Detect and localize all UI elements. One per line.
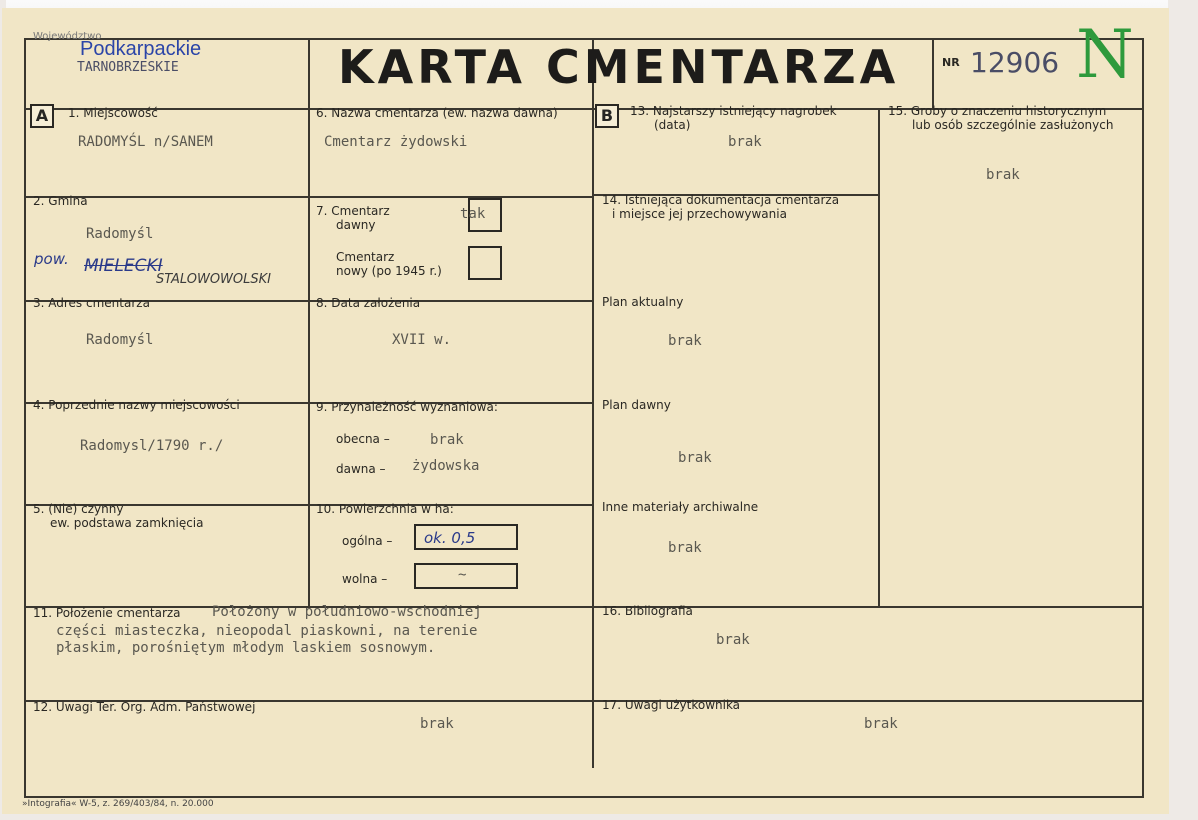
field-12-value: brak xyxy=(420,716,454,732)
field-16-label: 16. Bibliografia xyxy=(602,604,693,618)
grid-line xyxy=(592,40,594,768)
field-2-hand-prefix: pow. xyxy=(34,250,69,268)
field-15-label-1: 15. Groby o znaczeniu historycznym xyxy=(888,104,1107,118)
field-2-new-county: STALOWOWOLSKI xyxy=(156,272,271,287)
registry-mark: N xyxy=(1076,16,1134,93)
new-cemetery-checkbox[interactable] xyxy=(468,246,502,280)
region-stamp: Podkarpackie xyxy=(80,38,202,60)
grid-line xyxy=(26,196,592,198)
field-17-label: 17. Uwagi użytkownika xyxy=(602,698,741,712)
field-2-value: Radomyśl xyxy=(86,226,154,242)
field-2-struck-county: MIELECKI xyxy=(84,256,163,276)
free-area-value: ~ xyxy=(458,567,467,583)
field-15-label-2: lub osób szczególnie zasłużonych xyxy=(912,118,1114,132)
field-4-value: Radomysl/1790 r./ xyxy=(80,438,224,454)
field-13-label-1: 13. Najstarszy istniejący nagrobek xyxy=(630,104,837,118)
field-9-former-value: żydowska xyxy=(412,458,480,474)
grid-line xyxy=(26,606,1142,608)
field-5-label-1: 5. (Nie) czynny xyxy=(33,502,124,516)
field-11-line-1: Położony w południowo-wschodniej xyxy=(212,604,482,620)
field-7-new-label-1: Cmentarz xyxy=(336,250,395,264)
nr-value: 12906 xyxy=(970,46,1060,79)
field-8-label: 8. Data założenia xyxy=(316,296,421,310)
grid-line xyxy=(878,110,880,608)
field-11-label: 11. Położenie cmentarza xyxy=(33,606,181,620)
field-8-value: XVII w. xyxy=(392,332,452,348)
field-9-current-label: obecna – xyxy=(336,432,390,446)
field-2-label: 2. Gmina xyxy=(33,194,88,208)
field-13-value: brak xyxy=(728,134,762,150)
field-10-total-label: ogólna – xyxy=(342,534,393,548)
field-7-old-label-1: 7. Cmentarz xyxy=(316,204,390,218)
other-materials-label: Inne materiały archiwalne xyxy=(602,500,759,514)
grid-line xyxy=(308,40,310,608)
field-11-line-3: płaskim, porośniętym młodym laskiem sosnowym. xyxy=(56,640,436,656)
field-17-value: brak xyxy=(864,716,898,732)
field-13-label-2: (data) xyxy=(654,118,691,132)
voivodeship-value: TARNOBRZESKIE xyxy=(77,60,179,75)
plan-old-value: brak xyxy=(678,450,712,466)
section-b-badge: B xyxy=(595,104,619,128)
field-7-new-label-2: nowy (po 1945 r.) xyxy=(336,264,442,278)
field-14-label-1: 14. Istniejąca dokumentacja cmentarza xyxy=(602,193,840,207)
field-11-line-2: części miasteczka, nieopodal piaskowni, na terenie xyxy=(56,623,478,639)
section-a-badge: A xyxy=(30,104,54,128)
field-9-current-value: brak xyxy=(430,432,464,448)
field-6-value: Cmentarz żydowski xyxy=(324,134,468,150)
field-1-label: 1. Miejscowość xyxy=(68,106,158,120)
field-4-label: 4. Poprzednie nazwy miejscowości xyxy=(33,398,240,412)
plan-old-label: Plan dawny xyxy=(602,398,671,412)
total-area-value: ok. 0,5 xyxy=(424,529,476,547)
field-10-free-label: wolna – xyxy=(342,572,388,586)
field-10-label: 10. Powierzchnia w ha: xyxy=(316,502,454,516)
field-9-label: 9. Przynależność wyznaniowa: xyxy=(316,400,498,414)
field-7-old-label-2: dawny xyxy=(336,218,376,232)
field-14-label-2: i miejsce jej przechowywania xyxy=(612,207,787,221)
plan-current-value: brak xyxy=(668,333,702,349)
field-3-label: 3. Adres cmentarza xyxy=(33,296,150,310)
field-6-label: 6. Nazwa cmentarza (ew. nazwa dawna) xyxy=(316,106,558,120)
plan-current-label: Plan aktualny xyxy=(602,295,684,309)
field-9-former-label: dawna – xyxy=(336,462,386,476)
other-materials-value: brak xyxy=(668,540,702,556)
field-16-value: brak xyxy=(716,632,750,648)
field-3-value: Radomyśl xyxy=(86,332,154,348)
old-cemetery-value: tak xyxy=(460,206,486,222)
nr-label: NR xyxy=(942,56,960,69)
page-title: KARTA CMENTARZA xyxy=(338,40,900,94)
form-frame xyxy=(24,38,1144,798)
printer-imprint: »Intografia« W-5, z. 269/403/84, n. 20.000 xyxy=(22,799,214,809)
field-15-value: brak xyxy=(986,167,1020,183)
field-5-label-2: ew. podstawa zamknięcia xyxy=(50,516,204,530)
field-12-label: 12. Uwagi Ter. Org. Adm. Państwowej xyxy=(33,700,256,714)
voivodeship-label: Województwo xyxy=(33,31,102,42)
field-1-value: RADOMYŚL n/SANEM xyxy=(78,134,213,150)
grid-line xyxy=(932,40,934,110)
